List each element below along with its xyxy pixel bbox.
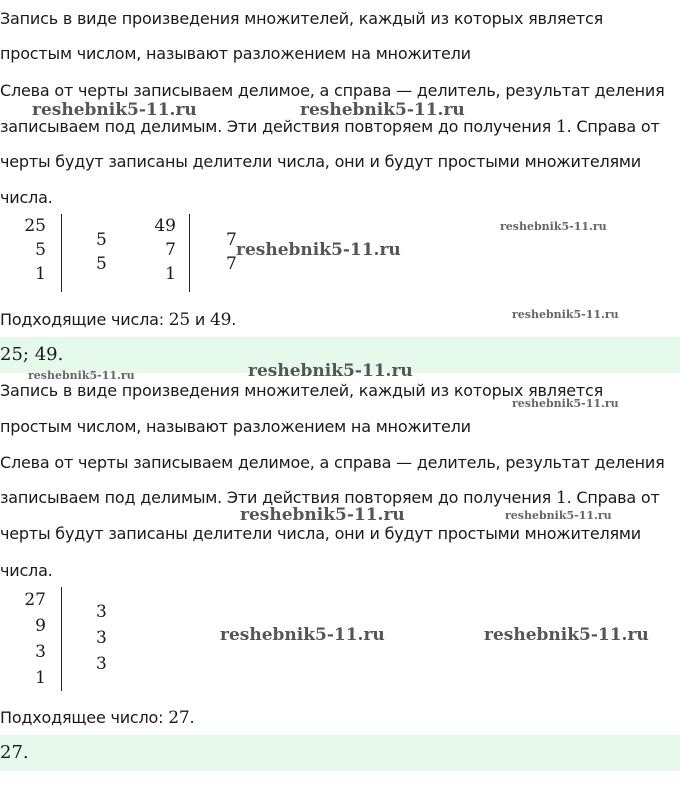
factorization-divisors [96,599,107,677]
method-number: 1 [555,488,567,508]
result-number: 27 [168,708,190,728]
watermark: reshebnik5-11.ru [512,397,619,410]
definition-line-2: простым числом, называют разложением на множители [0,44,471,63]
dividend: 9 [35,616,46,636]
result-label: Подходящие числа: [0,310,169,329]
divisor: 5 [96,254,107,274]
method-text: . Справа от [566,488,660,507]
watermark: reshebnik5-11.ru [248,361,413,381]
answer-text: 27. [0,742,29,763]
method-line-4: числа. [0,188,53,207]
definition-line-1: Запись в виде произведения множителей, каждый из которых является [0,9,604,28]
method-line-3: черты будут записаны делители числа, они и будут простыми множителями [0,152,641,171]
dividend: 25 [24,216,46,236]
result-period: . [231,310,237,329]
result-number: 25 [168,310,191,330]
watermark: reshebnik5-11.ru [484,625,649,645]
watermark: reshebnik5-11.ru [500,220,607,233]
divisor: 7 [226,230,237,250]
division-line [61,587,62,691]
method-line-1: Слева от черты записываем делимое, а справа — делитель, результат деления [0,453,665,472]
watermark: reshebnik5-11.ru [32,100,197,120]
watermark: reshebnik5-11.ru [240,505,405,525]
dividend: 7 [165,240,176,260]
definition-line-2: простым числом, называют разложением на множители [0,417,471,436]
watermark: reshebnik5-11.ru [505,509,612,522]
factorization-dividends [14,587,46,691]
result-number: 49 [210,310,232,330]
watermark: reshebnik5-11.ru [28,369,135,382]
divisor: 5 [96,230,107,250]
divisor: 7 [226,254,237,274]
dividend: 1 [35,668,46,688]
watermark: reshebnik5-11.ru [236,240,401,260]
method-line-4: числа. [0,561,53,580]
dividend: 27 [24,590,46,610]
divisor: 3 [96,628,107,648]
division-line [189,214,190,292]
result-line [0,310,236,330]
dividend: 5 [35,240,46,260]
dividend: 1 [35,264,46,284]
method-line-2 [0,117,660,137]
watermark: reshebnik5-11.ru [300,100,465,120]
definition-line-1: Запись в виде произведения множителей, каждый из которых является [0,381,604,400]
factorization-divisors [96,228,107,276]
method-number: 1 [555,117,567,137]
divisor: 3 [96,654,107,674]
answer-text: 25; 49. [0,344,64,365]
method-text: записываем под делимым. Эти действия повторяем до получения [0,117,556,136]
dividend: 3 [35,642,46,662]
factorization-dividends [142,214,176,286]
method-line-3: черты будут записаны делители числа, они и будут простыми множителями [0,524,641,543]
result-connector: и [190,310,211,329]
division-line [61,214,62,292]
answer-box [0,735,680,771]
result-line [0,708,194,728]
dividend: 1 [165,264,176,284]
factorization-dividends [14,214,46,286]
divisor: 3 [96,602,107,622]
method-text: . Справа от [566,117,660,136]
method-line-1: Слева от черты записываем делимое, а справа — делитель, результат деления [0,81,665,100]
result-period: . [189,708,195,727]
dividend: 49 [154,216,176,236]
watermark: reshebnik5-11.ru [512,308,619,321]
watermark: reshebnik5-11.ru [220,625,385,645]
result-label: Подходящее число: [0,708,169,727]
method-text: записываем под делимым. Эти действия повторяем до получения [0,488,556,507]
